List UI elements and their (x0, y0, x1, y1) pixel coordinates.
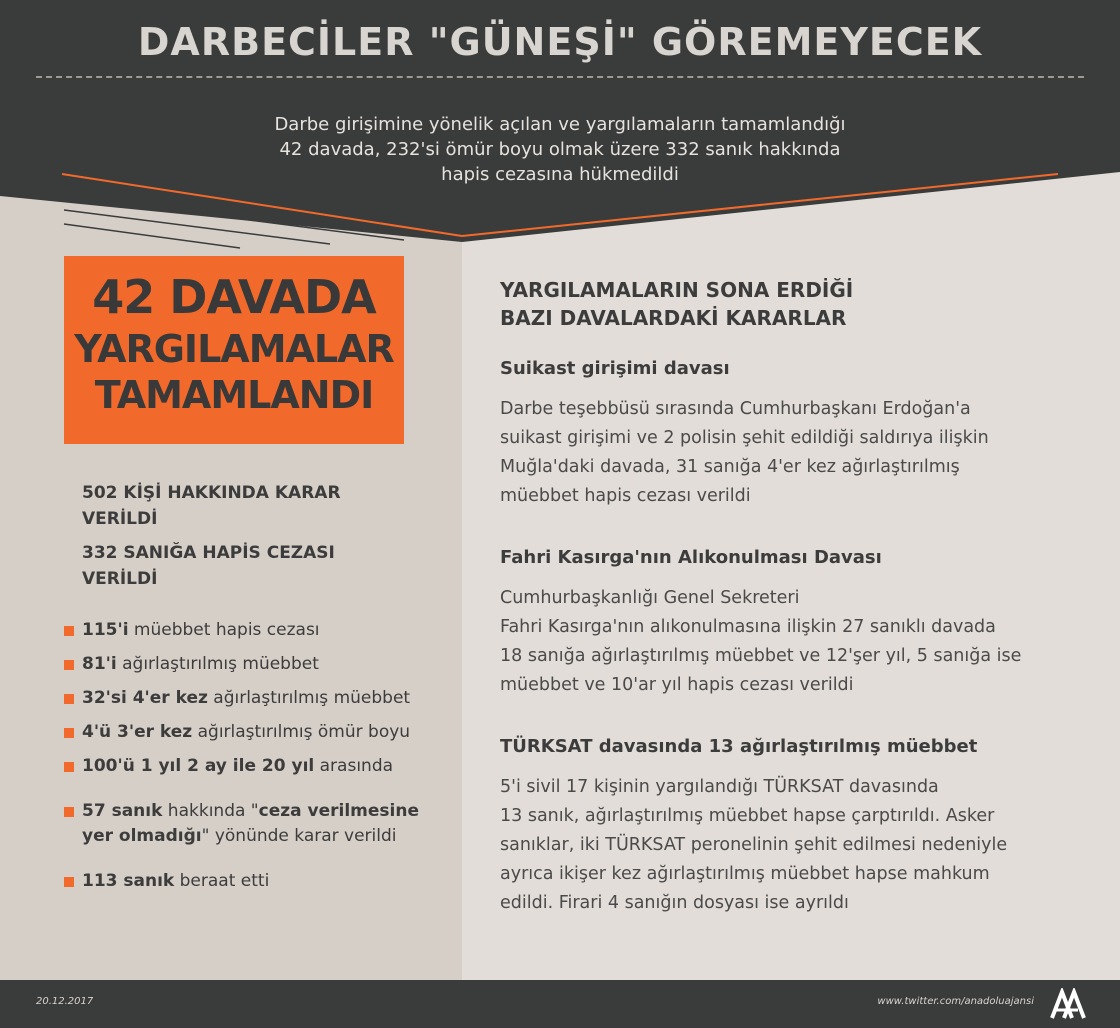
section-heading-line: YARGILAMALARIN SONA ERDİĞİ (500, 278, 854, 302)
case-line: müebbet hapis cezası verildi (500, 486, 751, 506)
case-line: Cumhurbaşkanlığı Genel Sekreteri (500, 588, 800, 608)
case-title-turksat: TÜRKSAT davasında 13 ağırlaştırılmış müebbet (500, 736, 978, 757)
case-body-kasirga (500, 584, 1080, 700)
case-line: sanıklar, iki TÜRKSAT peronelinin şehit edilmesi nedeniyle (500, 835, 1008, 855)
list-item-text: müebbet hapis cezası (128, 620, 320, 640)
case-line: Darbe teşebbüsü sırasında Cumhurbaşkanı Erdoğan'a (500, 399, 971, 419)
case-decisions-section (500, 276, 1080, 954)
list-item (64, 720, 454, 745)
case-line: suikast girişimi ve 2 polisin şehit edildiği saldırıya ilişkin (500, 428, 989, 448)
list-item (64, 686, 454, 711)
publish-date: 20.12.2017 (36, 996, 94, 1007)
case-line: edildi. Firari 4 sanığın dosyası ise ayrıldı (500, 893, 849, 913)
section-heading (500, 276, 1080, 332)
list-item (64, 799, 454, 849)
case-body-suikast (500, 395, 1080, 511)
case-line: müebbet ve 10'ar yıl hapis cezası verildi (500, 675, 854, 695)
case-line: ayrıca ikişer kez ağırlaştırılmış müebbet hapse mahkum (500, 864, 990, 884)
header-banner (0, 0, 1120, 260)
list-item (64, 652, 454, 677)
page-subtitle (200, 112, 920, 187)
list-item-bold: 115'i (82, 620, 129, 640)
case-body-turksat (500, 773, 1080, 918)
list-item-text: " yönünde karar verildi (201, 826, 397, 846)
sentence-breakdown-list (64, 618, 454, 903)
case-line: Fahri Kasırga'nın alıkonulmasına ilişkin 27 sanıklı davada (500, 617, 996, 637)
list-item-text: ağırlaştırılmış müebbet (207, 688, 411, 708)
list-item-text: ağırlaştırılmış ömür boyu (192, 722, 411, 742)
anadolu-agency-logo-icon (1048, 988, 1088, 1020)
page-title: DARBECİLER "GÜNEŞİ" GÖREMEYECEK (137, 20, 983, 64)
title-divider (36, 76, 1084, 78)
list-item (64, 618, 454, 643)
case-line: 5'i sivil 17 kişinin yargılandığı TÜRKSAT davasında (500, 777, 939, 797)
list-item-bold: 100'ü 1 yıl 2 ay ile 20 yıl (82, 756, 315, 776)
footer-bar (0, 980, 1120, 1028)
list-item-text: arasında (314, 756, 394, 776)
list-item-bold: 32'si 4'er kez (82, 688, 208, 708)
list-item (64, 869, 454, 894)
case-line: 18 sanığa ağırlaştırılmış müebbet ve 12'şer yıl, 5 sanığa ise (500, 646, 1022, 666)
subtitle-line: hapis cezasına hükmedildi (441, 164, 679, 185)
subtitle-line: Darbe girişimine yönelik açılan ve yargılamaların tamamlandığı (274, 114, 846, 135)
case-title-kasirga: Fahri Kasırga'nın Alıkonulması Davası (500, 547, 882, 568)
case-line: Muğla'daki davada, 31 sanığa 4'er kez ağırlaştırılmış (500, 457, 960, 477)
section-heading-line: BAZI DAVALARDAKİ KARARLAR (500, 306, 847, 330)
summary-stats (82, 480, 412, 600)
list-item-text: ağırlaştırılmış müebbet (116, 654, 319, 674)
highlight-line-1: 42 DAVADA (92, 270, 376, 324)
list-item-bold: 4'ü 3'er kez (82, 722, 193, 742)
list-item (64, 754, 454, 779)
stat-decisions: 502 KİŞİ HAKKINDA KARAR VERİLDİ (82, 483, 341, 529)
list-item-text: beraat etti (174, 871, 270, 891)
highlight-line-2: YARGILAMALAR (74, 327, 394, 371)
subtitle-line: 42 davada, 232'si ömür boyu olmak üzere 332 sanık hakkında (279, 139, 841, 160)
list-item-bold: 113 sanık (82, 871, 175, 891)
list-item-bold: ceza verilmesine yer olmadığı (82, 801, 419, 846)
case-title-suikast: Suikast girişimi davası (500, 358, 730, 379)
twitter-link[interactable]: www.twitter.com/anadoluajansi (877, 996, 1034, 1007)
highlight-line-3: TAMAMLANDI (94, 373, 374, 417)
case-line: 13 sanık, ağırlaştırılmış müebbet hapse çarptırıldı. Asker (500, 806, 995, 826)
list-item-bold: 57 sanık (82, 801, 163, 821)
highlight-title (64, 268, 404, 418)
stat-sentences: 332 SANIĞA HAPİS CEZASI VERİLDİ (82, 543, 335, 589)
list-item-text: hakkında " (162, 801, 259, 821)
list-item-bold: 81'i (82, 654, 117, 674)
